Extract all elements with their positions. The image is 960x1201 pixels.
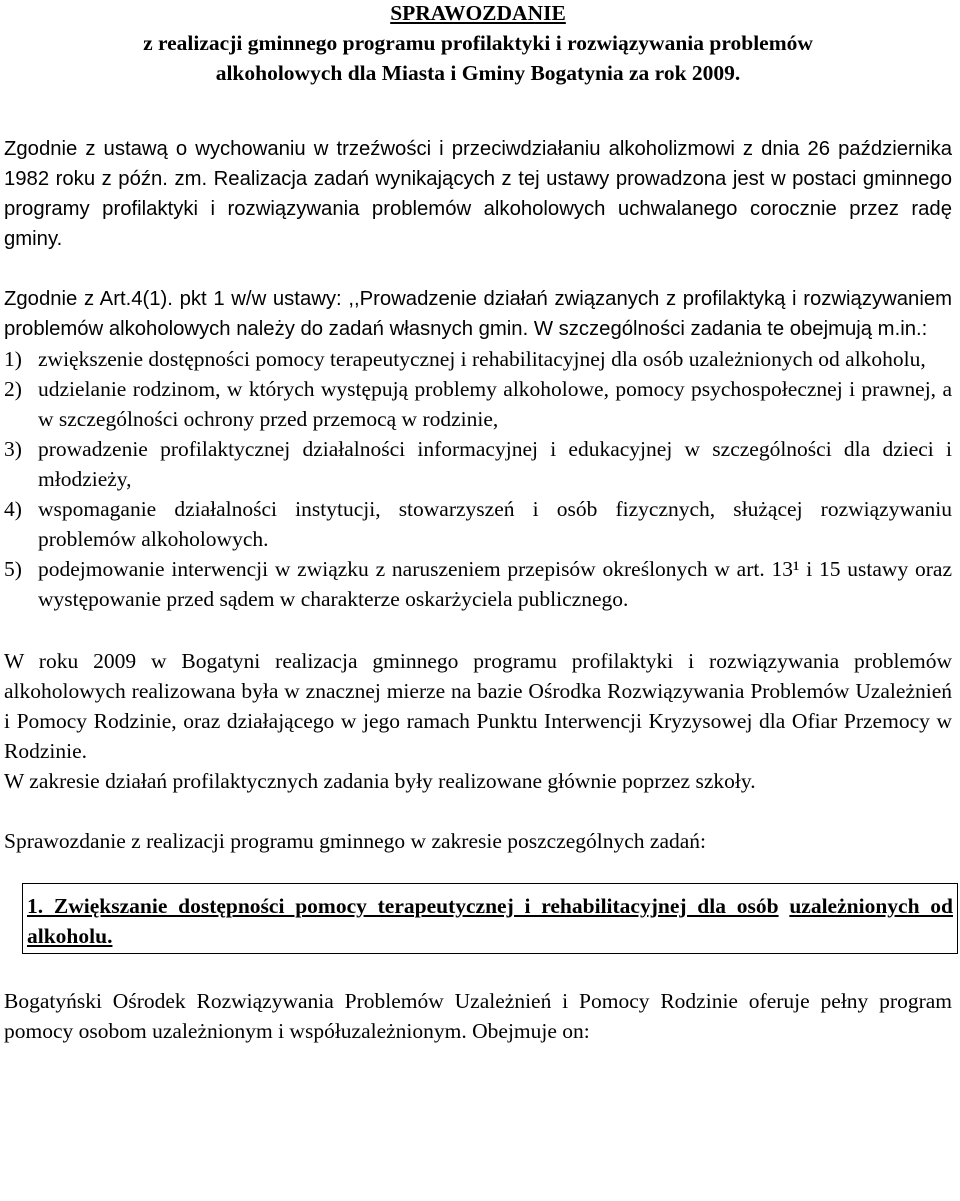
task-number: 4) <box>4 497 22 521</box>
task-item <box>4 434 952 494</box>
task-text: zwiększenie dostępności pomocy terapeutycznej i rehabilitacyjnej dla osób uzależnionych od alkoholu, <box>38 347 926 371</box>
document-subtitle-line2: alkoholowych dla Miasta i Gminy Bogatynia za rok 2009. <box>215 61 741 85</box>
section-heading-line2: uzależnionych od alkoholu. <box>27 894 953 948</box>
task-item <box>4 494 952 554</box>
task-item <box>4 554 952 614</box>
intro-paragraph: Zgodnie z ustawą o wychowaniu w trzeźwości i przeciwdziałaniu alkoholizmowi z dnia 26 października 1982 roku z późn. zm. Realizacja zadań wynikających z tej ustawy prowadzona jest w postaci gminnego programy profilaktyki i rozwiązywania problemów alkoholowych uchwalanego corocznie przez radę gminy. <box>4 138 952 250</box>
task-item <box>4 374 952 434</box>
report-intro: Sprawozdanie z realizacji programu gminnego w zakresie poszczególnych zadań: <box>4 829 707 853</box>
document-subtitle-line1: z realizacji gminnego programu profilaktyki i rozwiązywania problemów <box>143 31 813 55</box>
document-title: SPRAWOZDANIE <box>390 1 566 25</box>
task-number: 1) <box>4 347 22 371</box>
task-item <box>4 344 952 374</box>
task-number: 5) <box>4 557 22 581</box>
task-text: udzielanie rodzinom, w których występują problemy alkoholowe, pomocy psychospołecznej i prawnej, a w szczególności ochrony przed przemocą w rodzinie, <box>38 377 952 431</box>
task-text: podejmowanie interwencji w związku z naruszeniem przepisów określonych w art. 13¹ i 15 ustawy oraz występowanie przed sądem w charakterze oskarżyciela publicznego. <box>38 557 952 611</box>
task-text: prowadzenie profilaktycznej działalności informacyjnej i edukacyjnej w szczególności dla dzieci i młodzieży, <box>38 437 952 491</box>
section-heading-box <box>22 883 958 954</box>
task-text: wspomaganie działalności instytucji, stowarzyszeń i osób fizycznych, służącej rozwiązywaniu problemów alkoholowych. <box>38 497 952 551</box>
document-page <box>4 0 952 1046</box>
schools-paragraph: W zakresie działań profilaktycznych zadania były realizowane głównie poprzez szkoły. <box>4 769 756 793</box>
tasks-list <box>4 344 952 614</box>
document-header <box>4 0 952 88</box>
realization-paragraph: W roku 2009 w Bogatyni realizacja gminnego programu profilaktyki i rozwiązywania problemów alkoholowych realizowana była w znacznej mierze na bazie Ośrodka Rozwiązywania Problemów Uzależnień i Pomocy Rodzinie, oraz działającego w jego ramach Punktu Interwencji Kryzysowej dla Ofiar Przemocy w Rodzinie. <box>4 649 952 763</box>
section-heading-line1: 1. Zwiększanie dostępności pomocy terapeutycznej i rehabilitacyjnej dla osób <box>27 894 779 918</box>
closing-paragraph: Bogatyński Ośrodek Rozwiązywania Problemów Uzależnień i Pomocy Rodzinie oferuje pełny program pomocy osobom uzależnionym i współuzależnionym. Obejmuje on: <box>4 989 952 1043</box>
article-paragraph: Zgodnie z Art.4(1). pkt 1 w/w ustawy: ,,Prowadzenie działań związanych z profilaktyką i rozwiązywaniem problemów alkoholowych należy do zadań własnych gmin. W szczególności zadania te obejmują m.in.: <box>4 288 952 340</box>
task-number: 3) <box>4 437 22 461</box>
task-number: 2) <box>4 377 22 401</box>
